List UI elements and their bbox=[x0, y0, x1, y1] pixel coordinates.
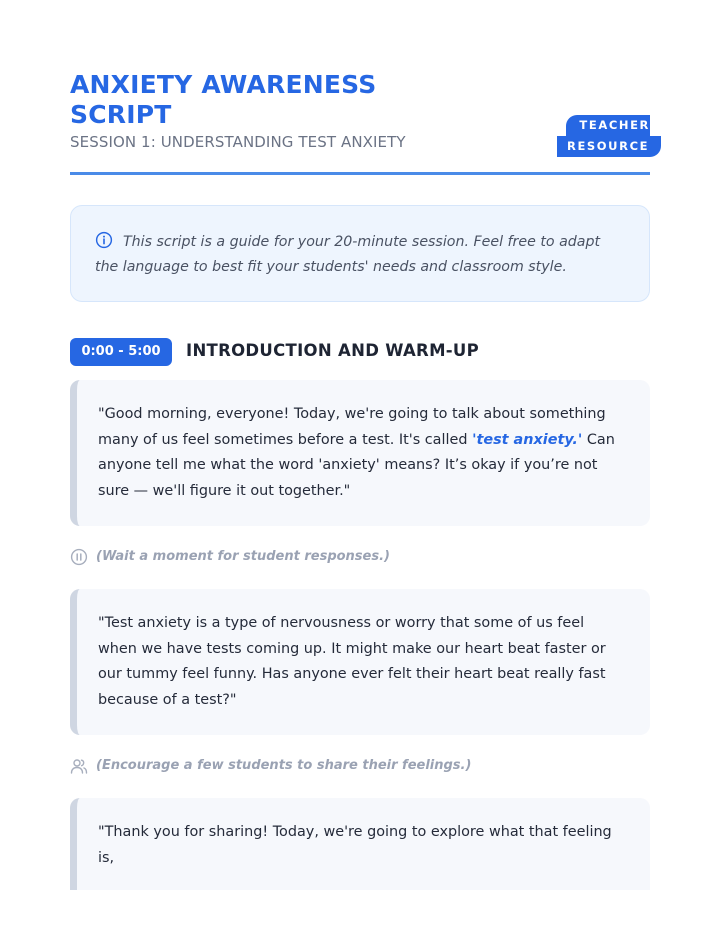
users-icon bbox=[70, 757, 88, 775]
document-title: ANXIETY AWARENESS SCRIPT bbox=[70, 70, 377, 129]
script-quote-3 bbox=[70, 798, 650, 890]
section-header bbox=[70, 338, 650, 366]
quote-1-highlight: 'test anxiety.' bbox=[472, 431, 583, 448]
header-divider bbox=[70, 172, 650, 175]
document-header bbox=[70, 70, 650, 151]
script-quote-1 bbox=[70, 380, 650, 526]
pause-icon bbox=[70, 548, 88, 566]
badge-line-1: TEACHER bbox=[566, 115, 650, 136]
script-quote-2 bbox=[70, 589, 650, 735]
quote-1-text-start: "Good morning, everyone! Today, we're going to talk about something many of us feel sometimes before a test. It's called bbox=[98, 406, 606, 448]
document-subtitle: SESSION 1: UNDERSTANDING TEST ANXIETY bbox=[70, 133, 406, 151]
section-title: INTRODUCTION AND WARM-UP bbox=[186, 341, 480, 360]
stage-direction-2-text: (Encourage a few students to share their feelings.) bbox=[96, 758, 472, 773]
badge-line-2: RESOURCE bbox=[557, 136, 661, 157]
stage-direction-2 bbox=[70, 756, 650, 776]
stage-direction-1-text: (Wait a moment for student responses.) bbox=[96, 549, 390, 564]
quote-3-text: "Thank you for sharing! Today, we're going to explore what that feeling is, bbox=[98, 824, 612, 866]
quote-2-text: "Test anxiety is a type of nervousness or worry that some of us feel when we have tests coming up. It might make our heart beat faster or our tummy feel funny. Has anyone ever felt their heart beat really fast because of a test?" bbox=[98, 615, 606, 708]
info-icon bbox=[95, 231, 113, 249]
stage-direction-1 bbox=[70, 547, 650, 567]
teacher-resource-badge bbox=[557, 115, 650, 157]
info-callout bbox=[70, 205, 650, 302]
quote-1-text-end: Can anyone tell me what the word 'anxiety' means? It’s okay if you’re not sure — we'll figure it out together." bbox=[98, 431, 615, 499]
time-range-badge: 0:00 - 5:00 bbox=[70, 338, 172, 366]
info-text: This script is a guide for your 20-minute session. Feel free to adapt the language to best fit your students' needs and classroom style. bbox=[95, 234, 601, 275]
